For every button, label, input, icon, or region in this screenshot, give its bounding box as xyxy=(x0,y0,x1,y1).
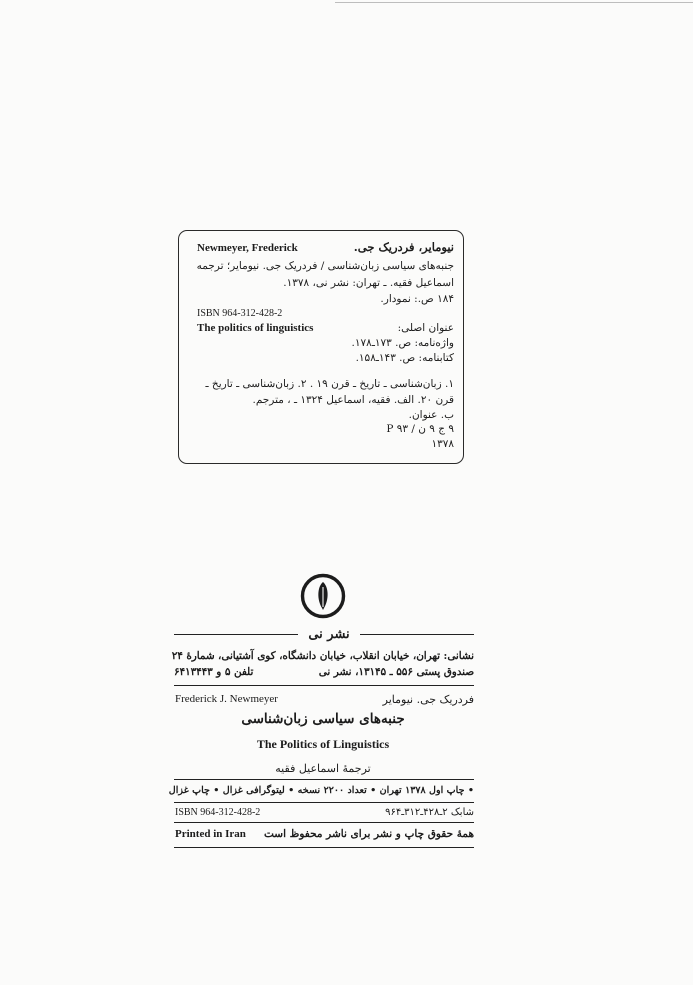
catalog-bibliography: کتابنامه: ص. ۱۴۳ـ۱۵۸. xyxy=(355,352,454,364)
catalog-year: ۱۳۷۸ xyxy=(431,438,454,450)
publisher-rule-left xyxy=(174,634,298,635)
catalog-publication-line: اسماعیل فقیه. ـ تهران: نشر نی، ۱۳۷۸. xyxy=(283,277,454,289)
catalog-original-title-label: عنوان اصلی: xyxy=(397,322,454,334)
publisher-name: نشر نی xyxy=(308,627,350,642)
book-isbn: ISBN 964-312-428-2 xyxy=(175,807,261,818)
catalog-subjects-2: قرن ۲۰. الف. فقیه، اسماعیل ۱۳۲۴ ـ ، مترجم. xyxy=(252,394,454,406)
divider xyxy=(174,779,474,780)
catalog-glossary: واژه‌نامه: ص. ۱۷۳ـ۱۷۸. xyxy=(351,337,454,349)
book-translator: ترجمهٔ اسماعیل فقیه xyxy=(275,762,371,775)
publisher-phone: تلفن ۵ و ۶۴۱۳۴۴۳ xyxy=(174,666,254,678)
page-top-rule xyxy=(335,2,693,3)
book-print-info: • چاپ اول ۱۳۷۸ تهران • تعداد ۲۲۰۰ نسخه • لیتوگرافی غزال • چاپ غزال xyxy=(168,785,474,796)
catalog-author-fa: نیومایر، فردریک جی. xyxy=(353,240,454,254)
book-author-fa: فردریک جی. نیومایر xyxy=(382,693,474,706)
publisher-po-box: صندوق پستی ۵۵۶ ـ ۱۳۱۴۵، نشر نی xyxy=(318,666,474,678)
catalog-author-en: Newmeyer, Frederick xyxy=(197,242,298,254)
divider xyxy=(174,685,474,686)
book-shabak: شابک ۲ـ۴۲۸ـ۳۱۲ـ۹۶۴ xyxy=(385,807,474,818)
catalog-card xyxy=(178,230,464,464)
publisher-name-row xyxy=(174,627,474,643)
catalog-isbn: ISBN 964-312-428-2 xyxy=(197,308,283,319)
catalog-title-line: جنبه‌های سیاسی زبان‌شناسی / فردریک جی. نیومایر؛ ترجمه xyxy=(196,260,454,272)
divider xyxy=(174,847,474,848)
copyright-notice: همهٔ حقوق چاپ و نشر برای ناشر محفوظ است xyxy=(263,828,474,840)
book-title-fa: جنبه‌های سیاسی زبان‌شناسی xyxy=(241,711,405,727)
catalog-original-title: The politics of linguistics xyxy=(197,322,314,334)
divider xyxy=(174,822,474,823)
divider xyxy=(174,802,474,803)
catalog-subjects-1: ۱. زبان‌شناسی ـ تاریخ ـ قرن ۱۹ . ۲. زبان‌شناسی ـ تاریخ ـ xyxy=(205,378,454,390)
catalog-subjects-3: ب. عنوان. xyxy=(408,409,454,421)
publisher-address: نشانی: تهران، خیابان انقلاب، خیابان دانشگاه، کوی آشتیانی، شمارهٔ ۲۴ xyxy=(171,650,474,662)
book-author-en: Frederick J. Newmeyer xyxy=(175,693,278,705)
catalog-classification: ۹ ج ۹ ن / P ۹۳ xyxy=(386,423,454,435)
book-title-en: The Politics of Linguistics xyxy=(256,737,390,751)
publisher-rule-right xyxy=(360,634,474,635)
publisher-logo-icon xyxy=(300,573,346,619)
printed-in-label: Printed in Iran xyxy=(175,828,246,840)
catalog-pages-line: ۱۸۴ ص.: نمودار. xyxy=(380,293,454,305)
